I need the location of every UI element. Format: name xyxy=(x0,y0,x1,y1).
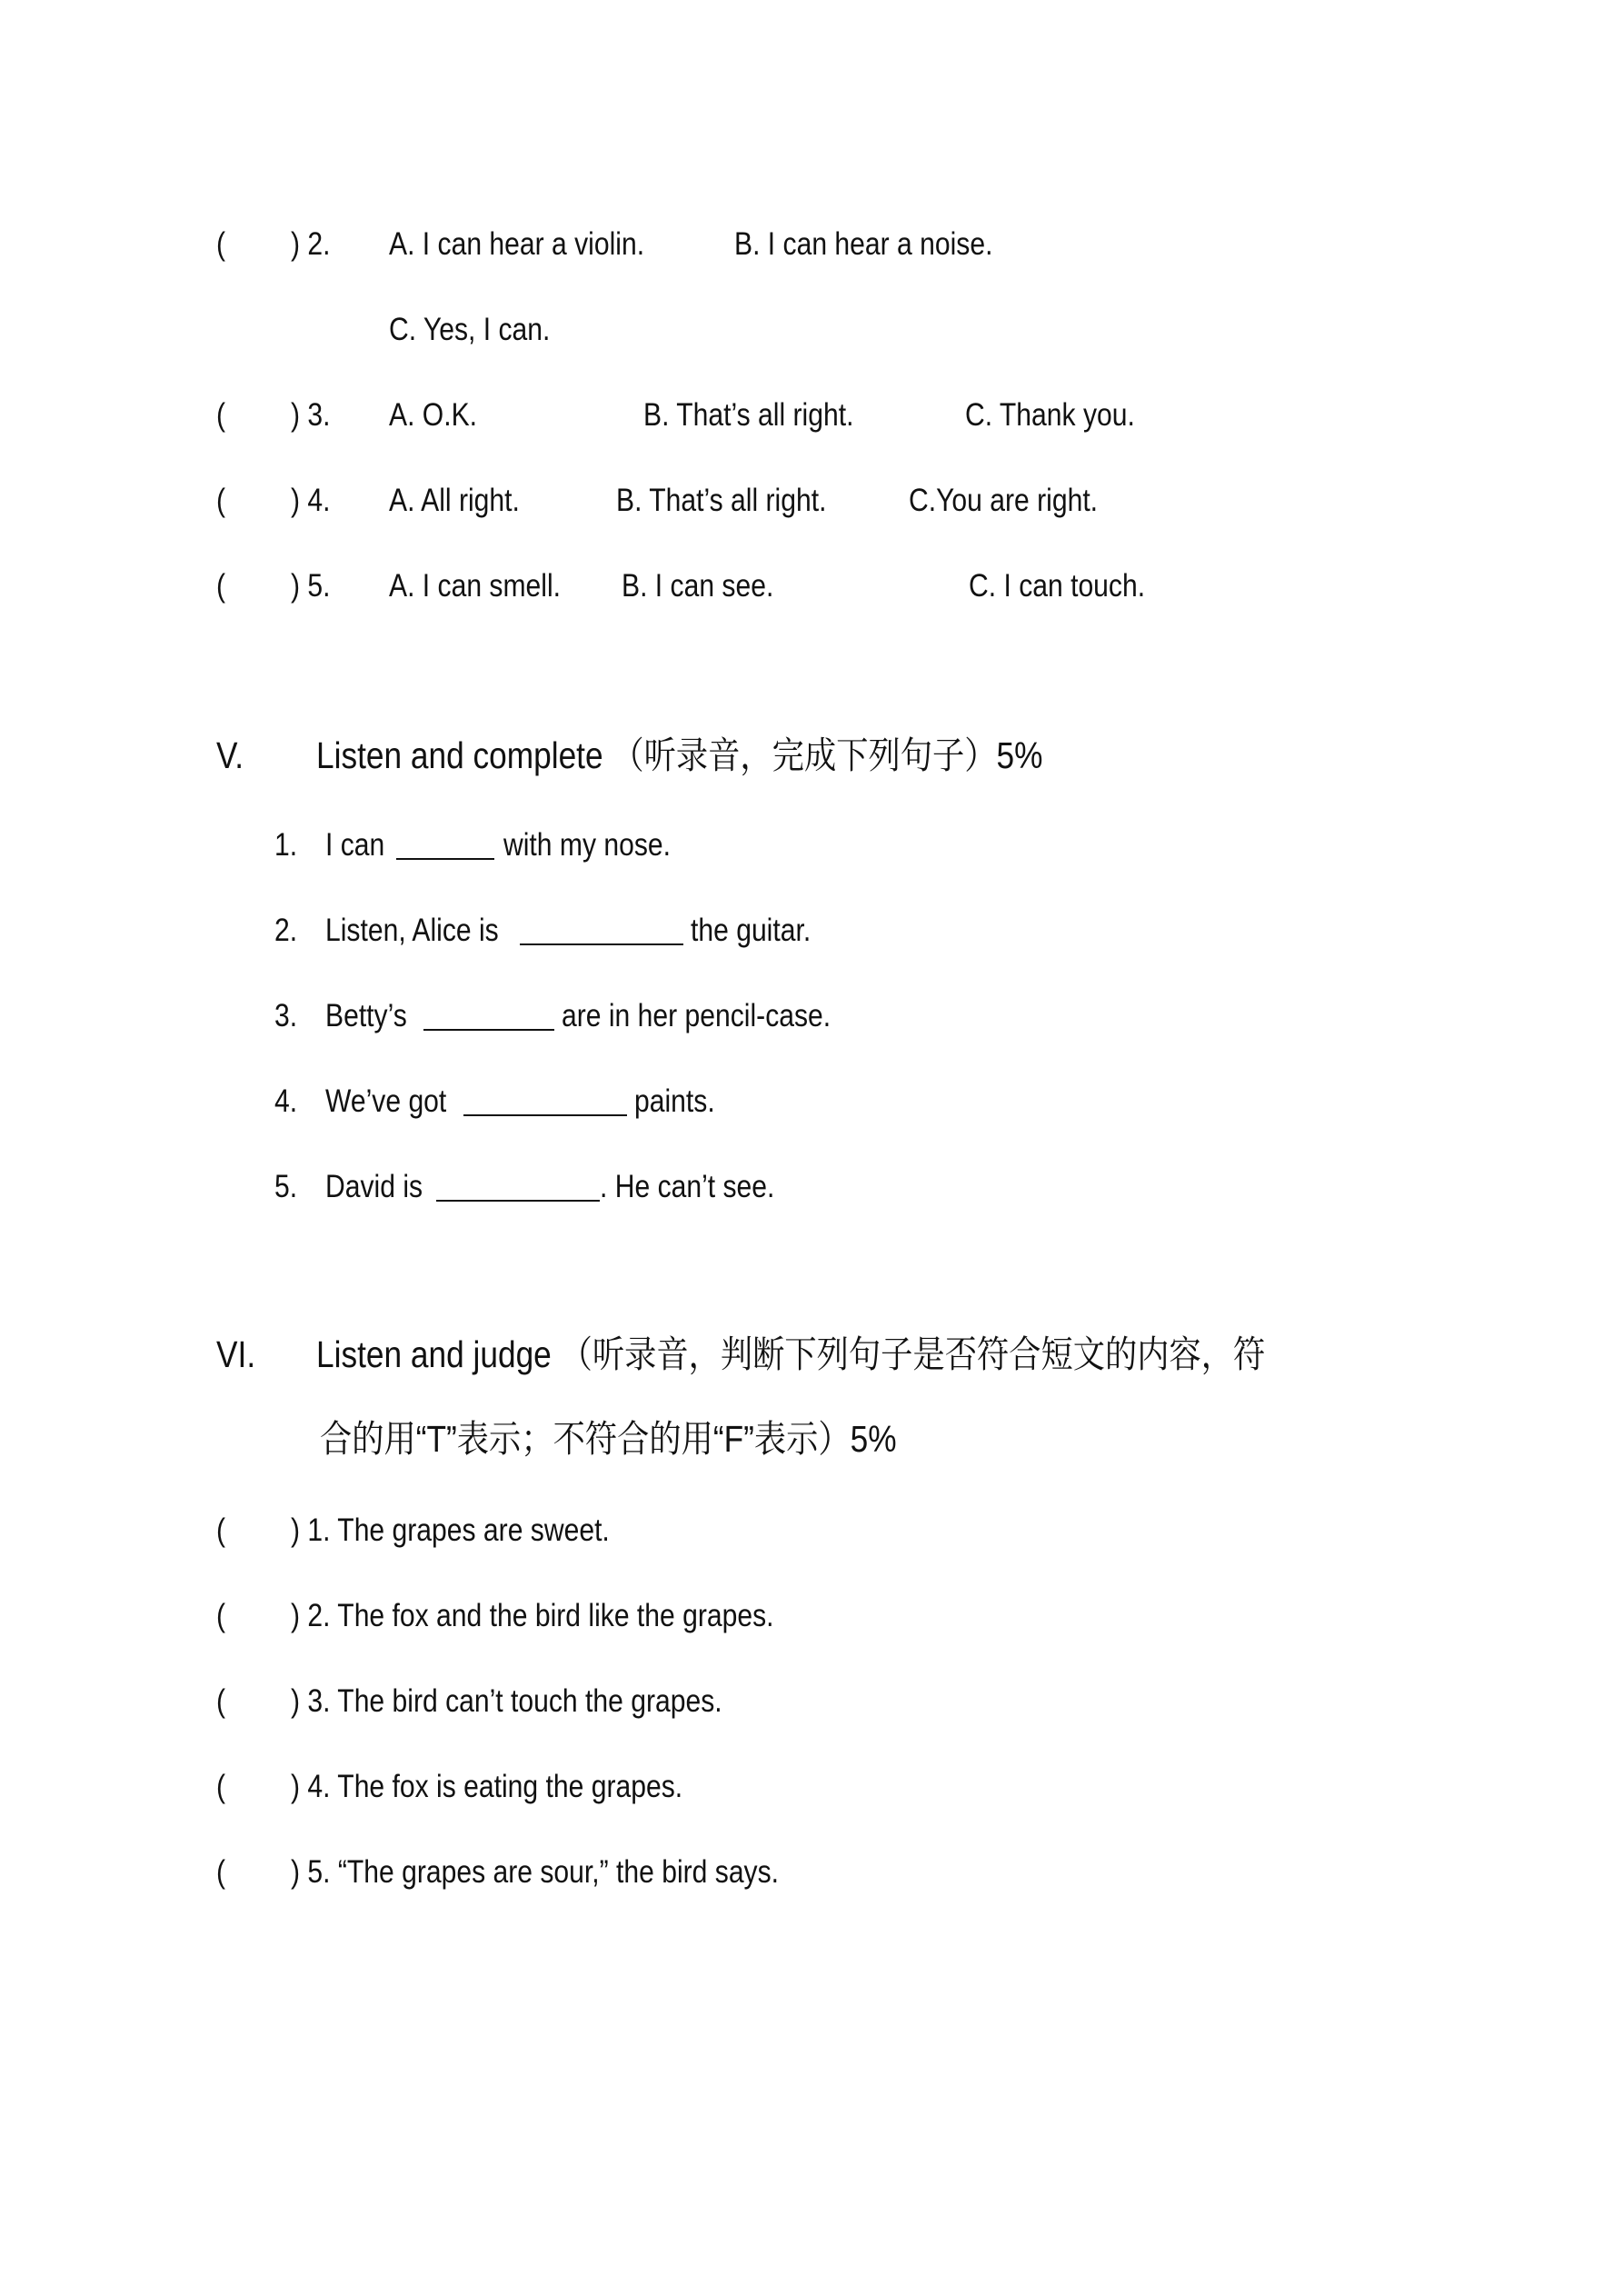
question-number: ) 3. xyxy=(291,397,331,433)
item-text-after: paints. xyxy=(634,1083,715,1119)
answer-paren[interactable]: ( xyxy=(216,1683,226,1719)
option-c: C.You are right. xyxy=(909,483,1099,518)
option-c: C. I can touch. xyxy=(969,568,1146,604)
answer-blank[interactable] xyxy=(463,1114,627,1116)
section-title-line-2: 合的用“T”表示；不符合的用“F”表示）5% xyxy=(320,1418,897,1460)
option-b: B. I can hear a noise. xyxy=(734,226,993,262)
option-c: C. Yes, I can. xyxy=(389,312,551,347)
item-text-after: the guitar. xyxy=(691,913,812,948)
item-number: 3. xyxy=(274,998,298,1033)
statement-text: ) 2. The fox and the bird like the grapes. xyxy=(291,1598,774,1633)
answer-paren[interactable]: ( xyxy=(216,397,226,433)
item-number: 4. xyxy=(274,1083,298,1119)
answer-paren[interactable]: ( xyxy=(216,568,226,604)
item-number: 5. xyxy=(274,1169,298,1204)
option-c: C. Thank you. xyxy=(965,397,1135,433)
answer-paren[interactable]: ( xyxy=(216,1854,226,1890)
question-number: ) 4. xyxy=(291,483,331,518)
item-text-after: are in her pencil-case. xyxy=(562,998,831,1033)
item-text-after: . He can’t see. xyxy=(600,1169,775,1204)
answer-blank[interactable] xyxy=(436,1200,600,1202)
statement-text: ) 5. “The grapes are sour,” the bird says. xyxy=(291,1854,780,1890)
answer-blank[interactable] xyxy=(396,858,494,860)
section-numeral: V. xyxy=(216,734,244,776)
item-text-after: with my nose. xyxy=(503,827,672,863)
option-b: B. I can see. xyxy=(622,568,774,604)
option-a: A. I can hear a violin. xyxy=(389,226,645,262)
section-numeral: VI. xyxy=(216,1333,256,1375)
statement-text: ) 4. The fox is eating the grapes. xyxy=(291,1769,683,1804)
option-a: A. All right. xyxy=(389,483,520,518)
option-a: A. I can smell. xyxy=(389,568,562,604)
option-a: A. O.K. xyxy=(389,397,478,433)
answer-paren[interactable]: ( xyxy=(216,1769,226,1804)
item-number: 2. xyxy=(274,913,298,948)
option-b: B. That’s all right. xyxy=(643,397,854,433)
question-number: ) 5. xyxy=(291,568,331,604)
answer-paren[interactable]: ( xyxy=(216,226,226,262)
answer-blank[interactable] xyxy=(520,943,683,945)
section-title: Listen and complete （听录音，完成下列句子）5% xyxy=(316,734,1043,776)
answer-blank[interactable] xyxy=(423,1029,554,1031)
section-title-line-1: Listen and judge （听录音，判断下列句子是否符合短文的内容，符 xyxy=(316,1333,1266,1375)
answer-paren[interactable]: ( xyxy=(216,1512,226,1548)
question-number: ) 2. xyxy=(291,226,331,262)
item-text-before: David is xyxy=(325,1169,423,1204)
statement-text: ) 1. The grapes are sweet. xyxy=(291,1512,610,1548)
item-text-before: I can xyxy=(325,827,385,863)
option-b: B. That’s all right. xyxy=(616,483,827,518)
item-text-before: Betty’s xyxy=(325,998,407,1033)
answer-paren[interactable]: ( xyxy=(216,1598,226,1633)
item-text-before: We’ve got xyxy=(325,1083,447,1119)
item-number: 1. xyxy=(274,827,298,863)
item-text-before: Listen, Alice is xyxy=(325,913,499,948)
answer-paren[interactable]: ( xyxy=(216,483,226,518)
statement-text: ) 3. The bird can’t touch the grapes. xyxy=(291,1683,722,1719)
